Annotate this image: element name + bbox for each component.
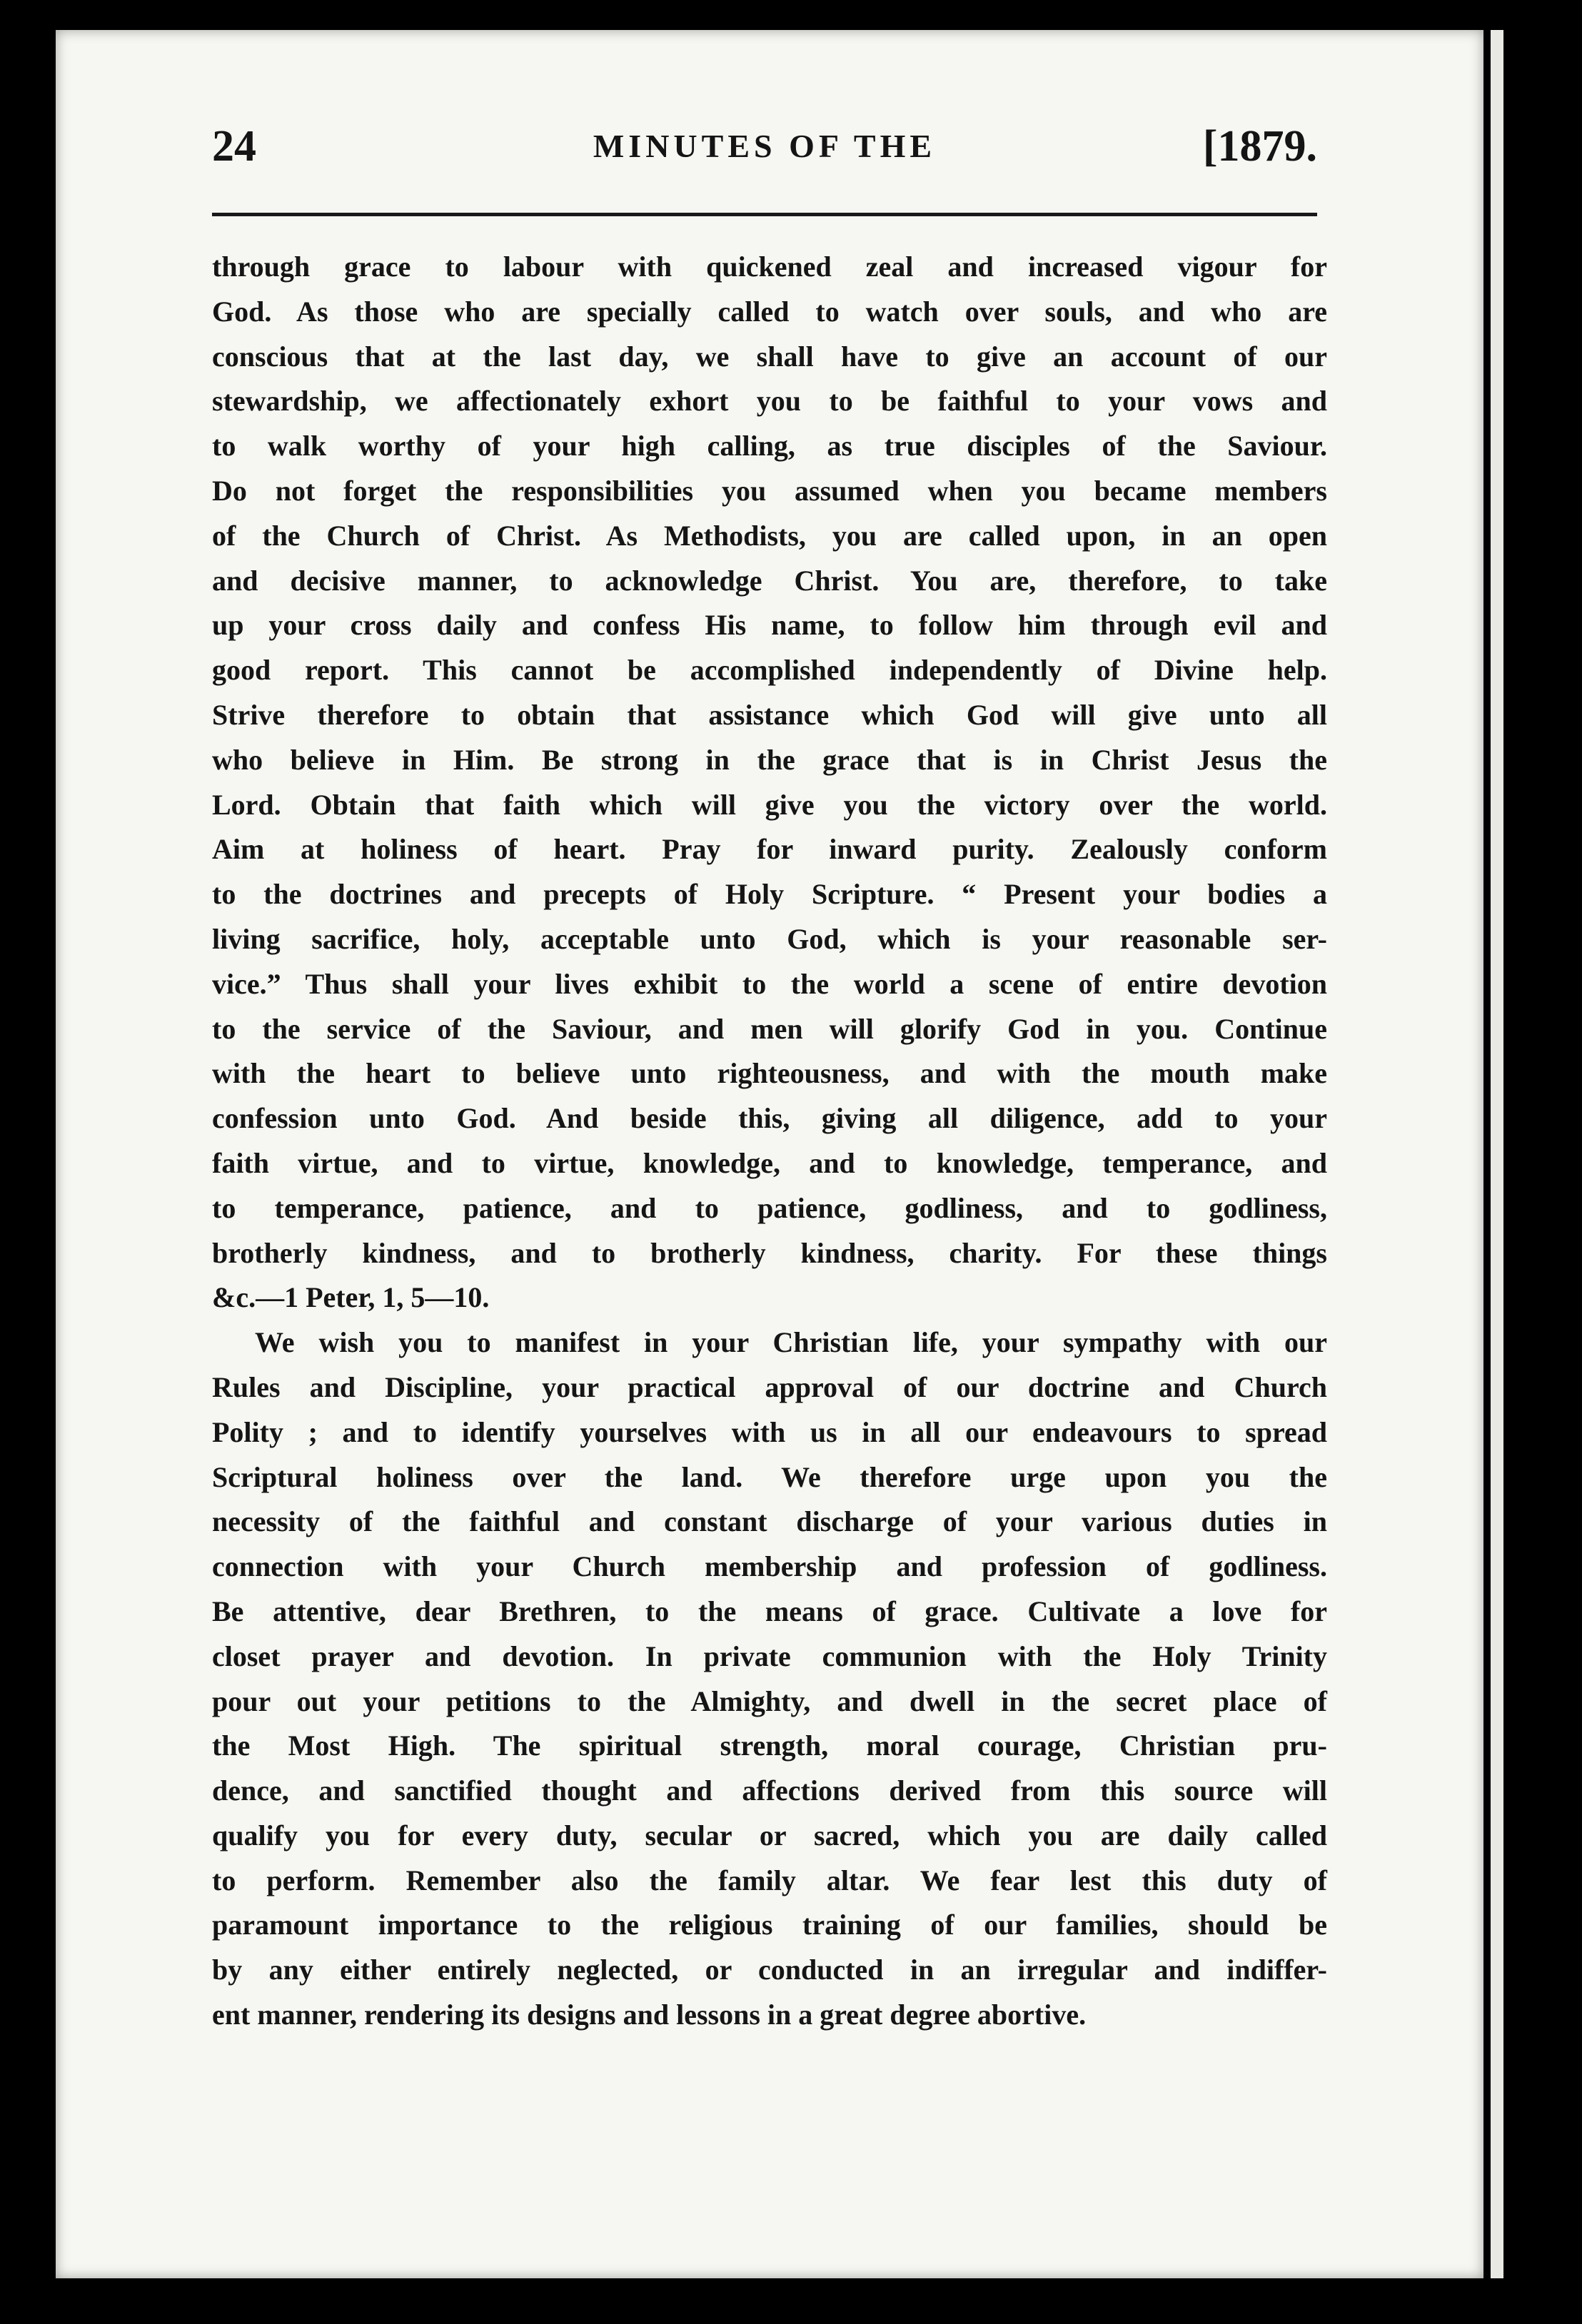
- text-line: through grace to labour with quickened zeal and increased vigour for: [212, 251, 1327, 283]
- text-line: faith virtue, and to virtue, knowledge, and to knowledge, temperance, and: [212, 1146, 1327, 1179]
- text-line: necessity of the faithful and constant discharge of your various duties in: [212, 1505, 1327, 1538]
- text-line: Aim at holiness of heart. Pray for inward purity. Zealously conform: [212, 833, 1327, 866]
- text-line: with the heart to believe unto righteousness, and with the mouth make: [212, 1057, 1327, 1090]
- text-line: living sacrifice, holy, acceptable unto God, which is your reasonable ser-: [212, 922, 1327, 955]
- text-line: We wish you to manifest in your Christian life, your sympathy with our: [255, 1326, 1327, 1359]
- text-line: God. As those who are specially called to watch over souls, and who are: [212, 295, 1327, 328]
- page-number: 24: [212, 122, 256, 171]
- text-line: and decisive manner, to acknowledge Christ. You are, therefore, to take: [212, 564, 1327, 597]
- text-line: stewardship, we affectionately exhort you to be faithful to your vows and: [212, 385, 1327, 418]
- text-line: to perform. Remember also the family altar. We fear lest this duty of: [212, 1864, 1327, 1896]
- text-line: Be attentive, dear Brethren, to the means of grace. Cultivate a love for: [212, 1595, 1327, 1627]
- text-line: confession unto God. And beside this, giving all diligence, add to your: [212, 1102, 1327, 1135]
- body-text: [212, 245, 1327, 2038]
- header-title: MINUTES OF THE: [593, 128, 937, 164]
- paragraph-2: [212, 1320, 1327, 2038]
- text-line: to temperance, patience, and to patience, godliness, and to godliness,: [212, 1191, 1327, 1224]
- text-line: Lord. Obtain that faith which will give you the victory over the world.: [212, 788, 1327, 821]
- text-line: qualify you for every duty, secular or sacred, which you are daily called: [212, 1819, 1327, 1851]
- text-line: to the service of the Saviour, and men will glorify God in you. Continue: [212, 1012, 1327, 1045]
- text-line: connection with your Church membership and profession of godliness.: [212, 1550, 1327, 1583]
- text-line: pour out your petitions to the Almighty, and dwell in the secret place of: [212, 1684, 1327, 1717]
- text-line: up your cross daily and confess His name, to follow him through evil and: [212, 609, 1327, 642]
- text-line: by any either entirely neglected, or conducted in an irregular and indiffer-: [212, 1954, 1327, 1986]
- text-line: vice.” Thus shall your lives exhibit to the world a scene of entire devotion: [212, 967, 1327, 1000]
- text-line: the Most High. The spiritual strength, moral courage, Christian pru-: [212, 1729, 1327, 1762]
- text-line: good report. This cannot be accomplished independently of Divine help.: [212, 654, 1327, 687]
- text-line: Rules and Discipline, your practical approval of our doctrine and Church: [212, 1370, 1327, 1403]
- header-rule: [212, 213, 1317, 216]
- text-line: who believe in Him. Be strong in the grace that is in Christ Jesus the: [212, 743, 1327, 776]
- text-line: Scriptural holiness over the land. We therefore urge upon you the: [212, 1460, 1327, 1493]
- text-line: conscious that at the last day, we shall have to give an account of our: [212, 340, 1327, 373]
- text-line: brotherly kindness, and to brotherly kindness, charity. For these things: [212, 1236, 1327, 1269]
- text-line: to walk worthy of your high calling, as true disciples of the Saviour.: [212, 430, 1327, 463]
- text-line: Polity ; and to identify yourselves with us in all our endeavours to spread: [212, 1415, 1327, 1448]
- page-edge: [1491, 30, 1503, 2278]
- text-line: Do not forget the responsibilities you assumed when you became members: [212, 474, 1327, 507]
- text-line: paramount importance to the religious training of our families, should be: [212, 1909, 1327, 1941]
- text-line: to the doctrines and precepts of Holy Scripture. “ Present your bodies a: [212, 878, 1327, 911]
- text-line: closet prayer and devotion. In private communion with the Holy Trinity: [212, 1640, 1327, 1672]
- running-header: [212, 114, 1317, 178]
- text-line: &c.—1 Peter, 1, 5—10.: [212, 1281, 490, 1314]
- text-line: of the Church of Christ. As Methodists, you are called upon, in an open: [212, 519, 1327, 552]
- header-year: [1879.: [1202, 122, 1317, 171]
- text-line: ent manner, rendering its designs and lessons in a great degree abortive.: [212, 1999, 1087, 2031]
- paragraph-1: [212, 245, 1327, 1320]
- text-line: Strive therefore to obtain that assistance which God will give unto all: [212, 698, 1327, 731]
- text-line: dence, and sanctified thought and affections derived from this source will: [212, 1774, 1327, 1807]
